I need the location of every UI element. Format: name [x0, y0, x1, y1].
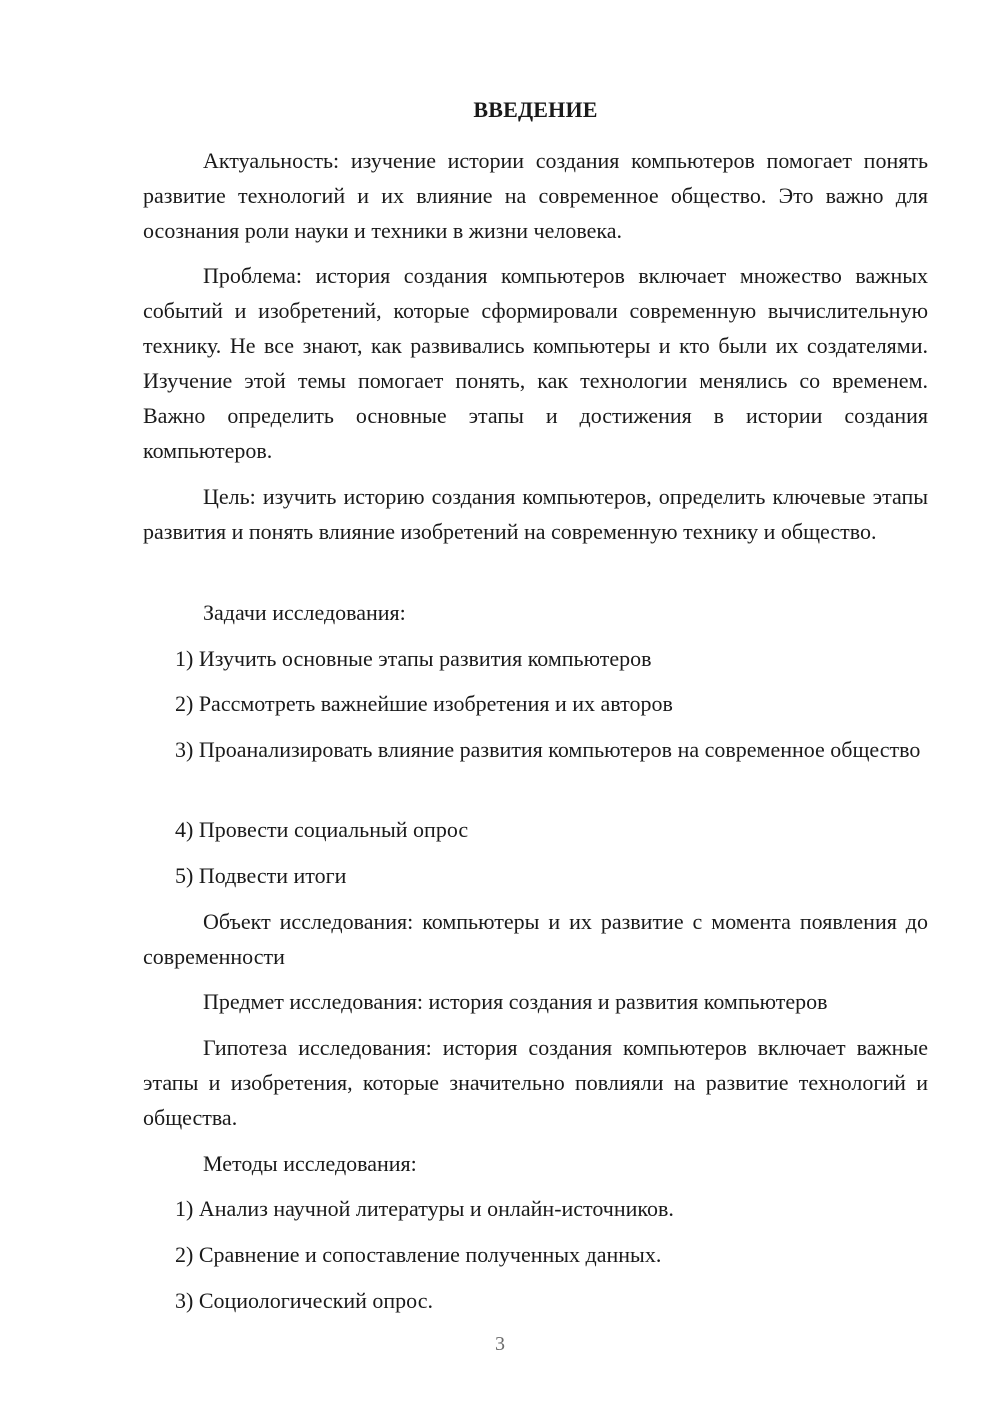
task-item: 4) Провести социальный опрос: [175, 817, 469, 842]
hypothesis-paragraph: Гипотеза исследования: история создания компьютеров включает важные этапы и изобретения, которые значительно повлияли на развитие технологий и общества.: [143, 1035, 928, 1130]
methods-title: Методы исследования:: [203, 1151, 417, 1176]
subject-paragraph: Предмет исследования: история создания и развития компьютеров: [203, 989, 828, 1014]
task-item: 3) Проанализировать влияние развития компьютеров на современное общество: [175, 737, 921, 762]
method-item: 2) Сравнение и сопоставление полученных данных.: [175, 1242, 662, 1267]
task-item: 5) Подвести итоги: [175, 863, 347, 888]
problem-paragraph: Проблема: история создания компьютеров включает множество важных событий и изобретений, которые сформировали современную вычислительную технику. Не все знают, как развивались компьютеры и кто были их создателями. Изучение этой темы помогает понять, как технологии менялись со временем. Важно определить основные этапы и достижения в истории создания компьютеров.: [143, 263, 928, 463]
method-item: 1) Анализ научной литературы и онлайн-источников.: [175, 1196, 674, 1221]
task-item: 2) Рассмотреть важнейшие изобретения и их авторов: [175, 691, 673, 716]
section-heading: ВВЕДЕНИЕ: [473, 97, 598, 122]
task-item: 1) Изучить основные этапы развития компьютеров: [175, 646, 652, 671]
actuality-paragraph: Актуальность: изучение истории создания компьютеров помогает понять развитие технологий и их влияние на современное общество. Это важно для осознания роли науки и техники в жизни человека.: [143, 148, 928, 243]
goal-paragraph: Цель: изучить историю создания компьютеров, определить ключевые этапы развития и понять влияние изобретений на современную технику и общество.: [143, 484, 928, 544]
method-item: 3) Социологический опрос.: [175, 1288, 433, 1313]
tasks-title: Задачи исследования:: [203, 600, 406, 625]
object-paragraph: Объект исследования: компьютеры и их развитие с момента появления до современности: [143, 909, 928, 969]
page-number: 3: [495, 1333, 505, 1355]
